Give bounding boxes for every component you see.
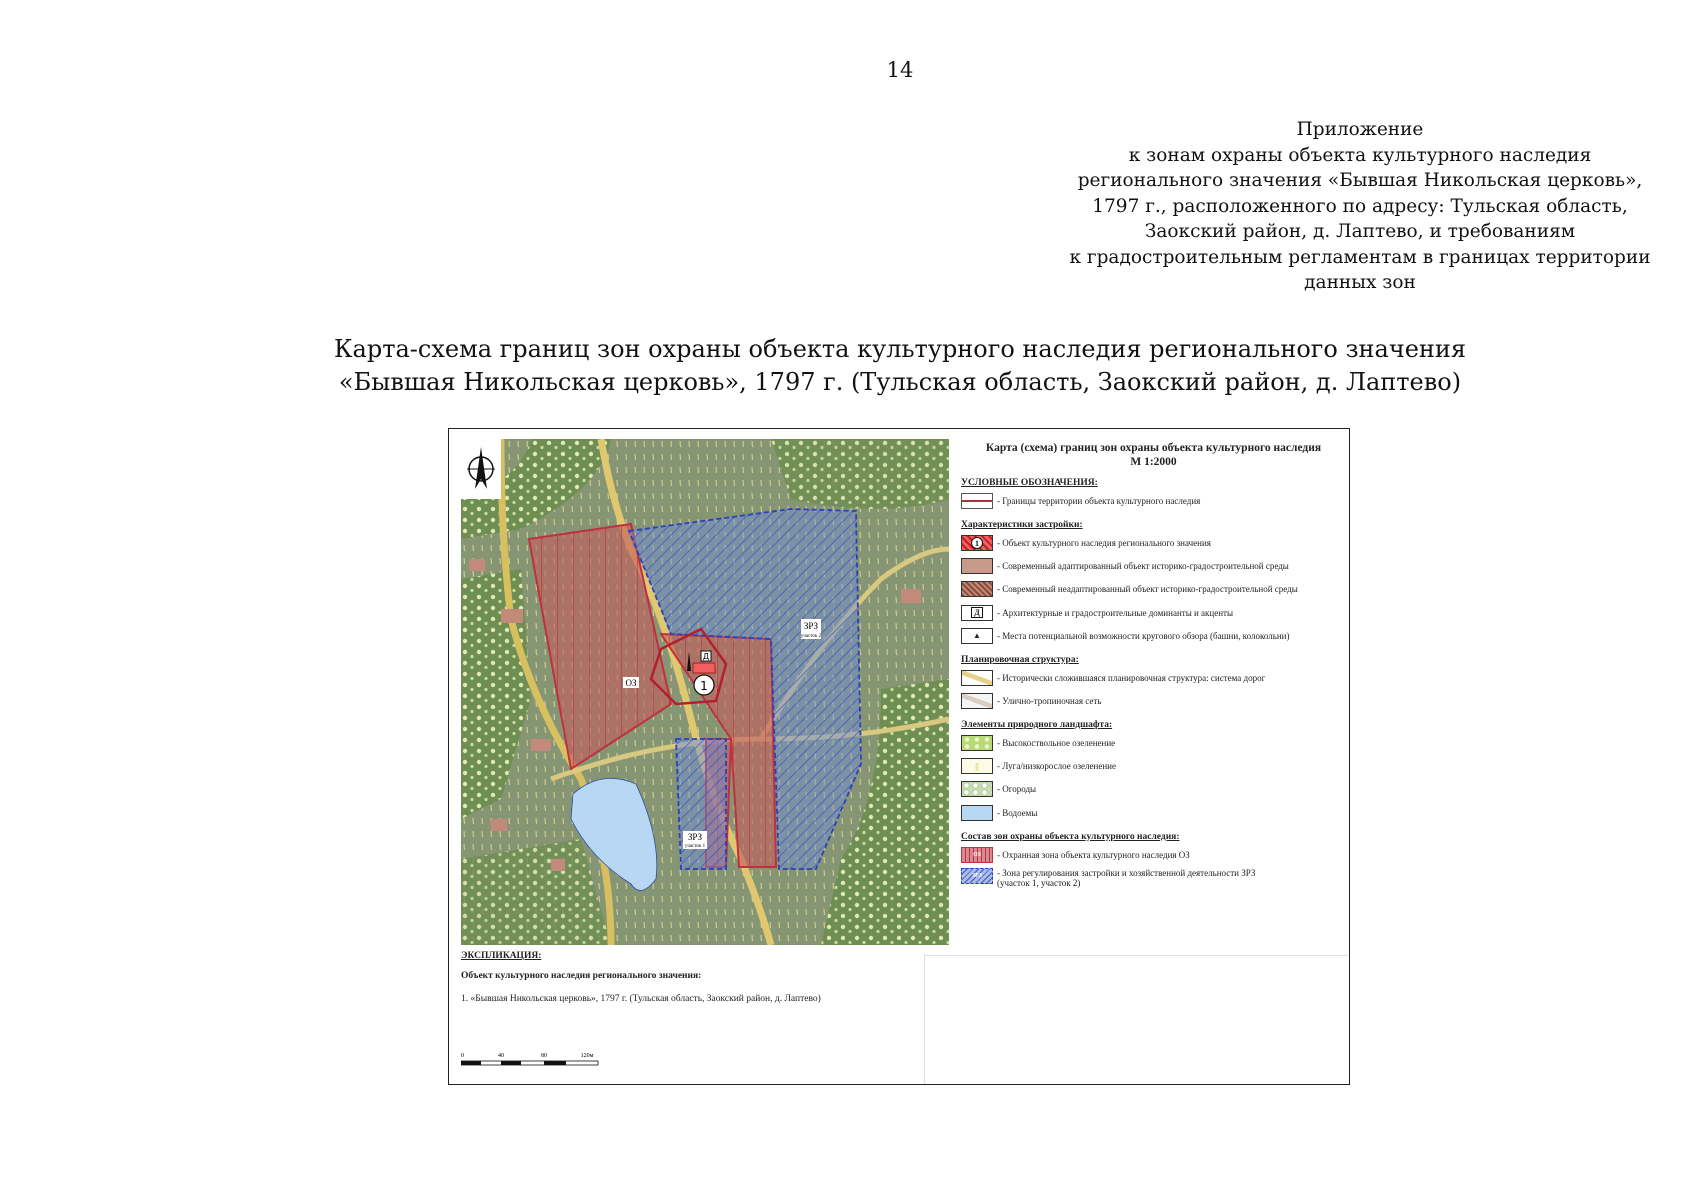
appendix-line: к градостроительным регламентам в границах территории bbox=[1069, 246, 1651, 268]
map-label-zrz1: ЗРЗ bbox=[687, 832, 703, 842]
legend-title: Карта (схема) границ зон охраны объекта культурного наследия bbox=[985, 442, 1322, 454]
legend-section-zones: Состав зон охраны объекта культурного наследия: bbox=[961, 831, 1180, 842]
map-sheet bbox=[448, 428, 1350, 1085]
legend-item: || - Луга/низкорослое озеленение bbox=[961, 756, 1346, 776]
legend-panel bbox=[961, 439, 1346, 939]
title-line: «Бывшая Никольская церковь», 1797 г. (Тульская область, Заокский район, д. Лаптево) bbox=[338, 368, 1462, 396]
appendix-line: Заокский район, д. Лаптево, и требованиям bbox=[1144, 221, 1576, 242]
oz-swatch: ОЗ bbox=[961, 847, 993, 863]
page-number: 14 bbox=[886, 58, 914, 82]
legend-item: - Водоемы bbox=[961, 803, 1346, 823]
legend-section-symbols: УСЛОВНЫЕ ОБОЗНАЧЕНИЯ: bbox=[961, 478, 1098, 488]
trees-swatch bbox=[961, 735, 993, 751]
legend-scale: М 1:2000 bbox=[1130, 456, 1177, 468]
satellite-map bbox=[461, 439, 949, 945]
legend-item: ▲ - Места потенциальной возможности кругового обзора (башни, колокольни) bbox=[961, 626, 1346, 646]
appendix-block bbox=[1000, 117, 1697, 296]
heritage-swatch: 1 bbox=[961, 535, 993, 551]
appendix-line: Приложение bbox=[1296, 119, 1424, 140]
document-title bbox=[0, 333, 1697, 399]
border-swatch bbox=[961, 493, 993, 509]
map-label-object-1: 1 bbox=[700, 679, 708, 693]
legend-item: - Исторически сложившаяся планировочная структура: система дорог bbox=[961, 668, 1346, 688]
legend-section-buildings: Характеристики застройки: bbox=[961, 520, 1083, 530]
title-line: Карта-схема границ зон охраны объекта культурного наследия регионального значения bbox=[333, 335, 1467, 363]
scale-tick-label: 120м bbox=[580, 1053, 594, 1059]
scale-tick-label: 0 bbox=[461, 1053, 464, 1059]
legend-item: - Современный неадаптированный объект историко-градостроительной среды bbox=[961, 579, 1346, 599]
roads-swatch bbox=[961, 670, 993, 686]
legend-item: - Высокоствольное озеленение bbox=[961, 733, 1346, 753]
appendix-line: данных зон bbox=[1304, 272, 1416, 293]
legend-item: - Границы территории объекта культурного наследия bbox=[961, 491, 1346, 511]
map-label-zrz2-part: участок 2 bbox=[800, 634, 822, 639]
map-label-zrz2: ЗРЗ bbox=[803, 621, 819, 631]
map-label-oz: ОЗ bbox=[625, 678, 637, 688]
explication bbox=[461, 951, 881, 1005]
legend-item: ОЗ - Охранная зона объекта культурного наследия ОЗ bbox=[961, 845, 1346, 865]
title-block-blank bbox=[924, 955, 1348, 1084]
appendix-line: регионального значения «Бывшая Никольская церковь», bbox=[1077, 170, 1643, 191]
legend-item: - Современный адаптированный объект историко-градостроительной среды bbox=[961, 556, 1346, 576]
legend-section-planning: Планировочная структура: bbox=[961, 654, 1079, 665]
gardens-swatch bbox=[961, 781, 993, 797]
view-point-swatch bbox=[961, 628, 993, 644]
appendix-line: 1797 г., расположенного по адресу: Тульская область, bbox=[1092, 195, 1628, 217]
legend-item: ЗРЗ - Зона регулирования застройки и хозяйственной деятельности ЗРЗ (участок 1, участок 2) bbox=[961, 868, 1346, 892]
legend-item: - Улично-тропиночная сеть bbox=[961, 691, 1346, 711]
legend-item: - Огороды bbox=[961, 779, 1346, 799]
dominant-swatch: Д bbox=[961, 605, 993, 621]
scale-bar bbox=[461, 1049, 611, 1079]
map-label-dominant: Д bbox=[702, 652, 710, 661]
view-point-icon: ▲ bbox=[973, 631, 981, 641]
appendix-line: к зонам охраны объекта культурного наследия bbox=[1128, 144, 1592, 166]
explication-subtitle: Объект культурного наследия регионального значения: bbox=[461, 971, 702, 981]
legend-item: Д - Архитектурные и градостроительные доминанты и акценты bbox=[961, 603, 1346, 623]
explication-item: 1. «Бывшая Никольская церковь», 1797 г. (Тульская область, Заокский район, д. Лаптево) bbox=[461, 994, 821, 1004]
scale-tick-label: 80 bbox=[541, 1053, 547, 1059]
legend-item: 1 - Объект культурного наследия регионального значения bbox=[961, 533, 1346, 553]
nonadapted-swatch bbox=[961, 581, 993, 597]
map-label-zrz1-part: участок 1 bbox=[684, 844, 706, 849]
scale-tick-label: 40 bbox=[498, 1053, 504, 1059]
water-swatch bbox=[961, 805, 993, 821]
adapted-swatch bbox=[961, 558, 993, 574]
legend-section-nature: Элементы природного ландшафта: bbox=[961, 719, 1113, 730]
paths-swatch bbox=[961, 693, 993, 709]
zrz-swatch: ЗРЗ bbox=[961, 868, 993, 884]
explication-title: ЭКСПЛИКАЦИЯ: bbox=[461, 951, 542, 961]
meadow-swatch: || bbox=[961, 758, 993, 774]
